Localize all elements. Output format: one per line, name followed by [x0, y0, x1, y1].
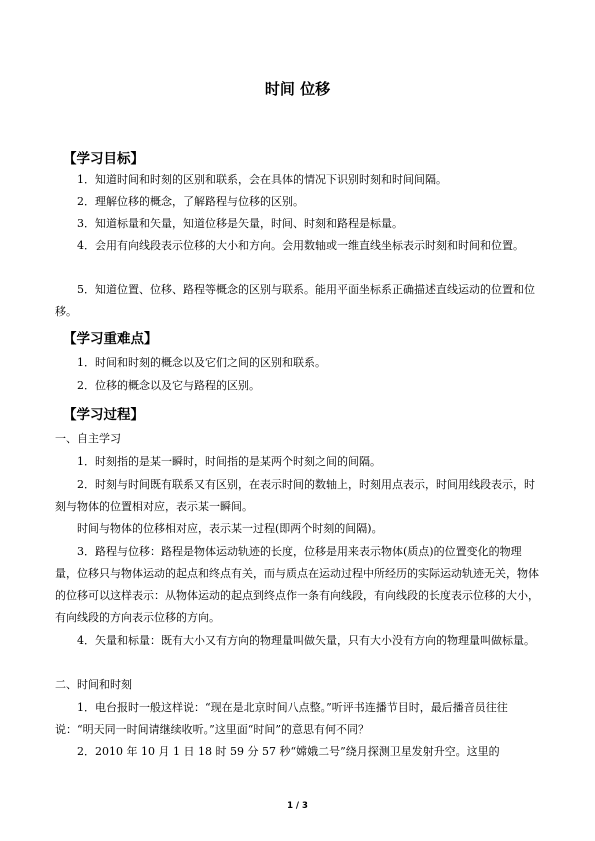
heading-key-difficulties: 【学习重难点】: [63, 331, 158, 347]
heading-learning-process: 【学习过程】: [63, 407, 144, 423]
goal-item: 1．知道时间和时刻的区别和联系，会在具体的情况下识别时刻和时间间隔。: [77, 173, 447, 186]
process-item: 2．时刻与时间既有联系又有区别，在表示时间的数轴上，时刻用点表示，时间用线段表示，时刻与物体的位置相对应，表示某一瞬间。: [55, 478, 535, 513]
page-title: 时间 位移: [264, 80, 331, 98]
goal-item: 2．理解位移的概念，了解路程与位移的区别。: [77, 195, 304, 208]
section-title-self-study: 一、自主学习: [55, 432, 121, 445]
process-item: 时间与物体的位移相对应，表示某一过程(即两个时刻的间隔)。: [77, 522, 383, 535]
page-number: 1 / 3: [287, 801, 308, 811]
question-item: 1．电台报时一般这样说：“现在是北京时间八点整。”听评书连播节目时，最后播音员往往说：“明天同一时间请继续收听。”这里面“时间”的意思有何不同？: [55, 701, 508, 736]
process-item: 1．时刻指的是某一瞬时，时间指的是某两个时刻之间的间隔。: [77, 455, 381, 468]
goal-item: 5．知道位置、位移、路程等概念的区别与联系。能用平面坐标系正确描述直线运动的位置和位移。: [55, 283, 535, 318]
goal-item: 3．知道标量和矢量，知道位移是矢量，时间、时刻和路程是标量。: [77, 217, 403, 230]
process-item: 4．矢量和标量：既有大小又有方向的物理量叫做矢量，只有大小没有方向的物理量叫做标量。: [77, 634, 535, 647]
process-item: 3．路程与位移：路程是物体运动轨迹的长度，位移是用来表示物体(质点)的位置变化的物理量，位移只与物体运动的起点和终点有关，而与质点在运动过程中所经历的实际运动轨迹无关，物体的位移可以这样表示：从物体运动的起点到终点作一条有向线段，有向线段的长度表示位移的大小，有向线段的方向表示位移的方向。: [55, 545, 539, 624]
difficulty-item: 2．位移的概念以及它与路程的区别。: [77, 379, 260, 392]
goal-item: 4．会用有向线段表示位移的大小和方向。会用数轴或一维直线坐标表示时刻和时间和位置。: [77, 239, 524, 252]
heading-learning-goals: 【学习目标】: [63, 151, 144, 167]
question-item: 2．2010 年 10 月 1 日 18 时 59 分 57 秒“嫦娥二号”绕月探测卫星发射升空。这里的: [77, 745, 500, 758]
difficulty-item: 1．时间和时刻的概念以及它们之间的区别和联系。: [77, 356, 326, 369]
section-title-time-and-moment: 二、时间和时刻: [55, 678, 132, 691]
